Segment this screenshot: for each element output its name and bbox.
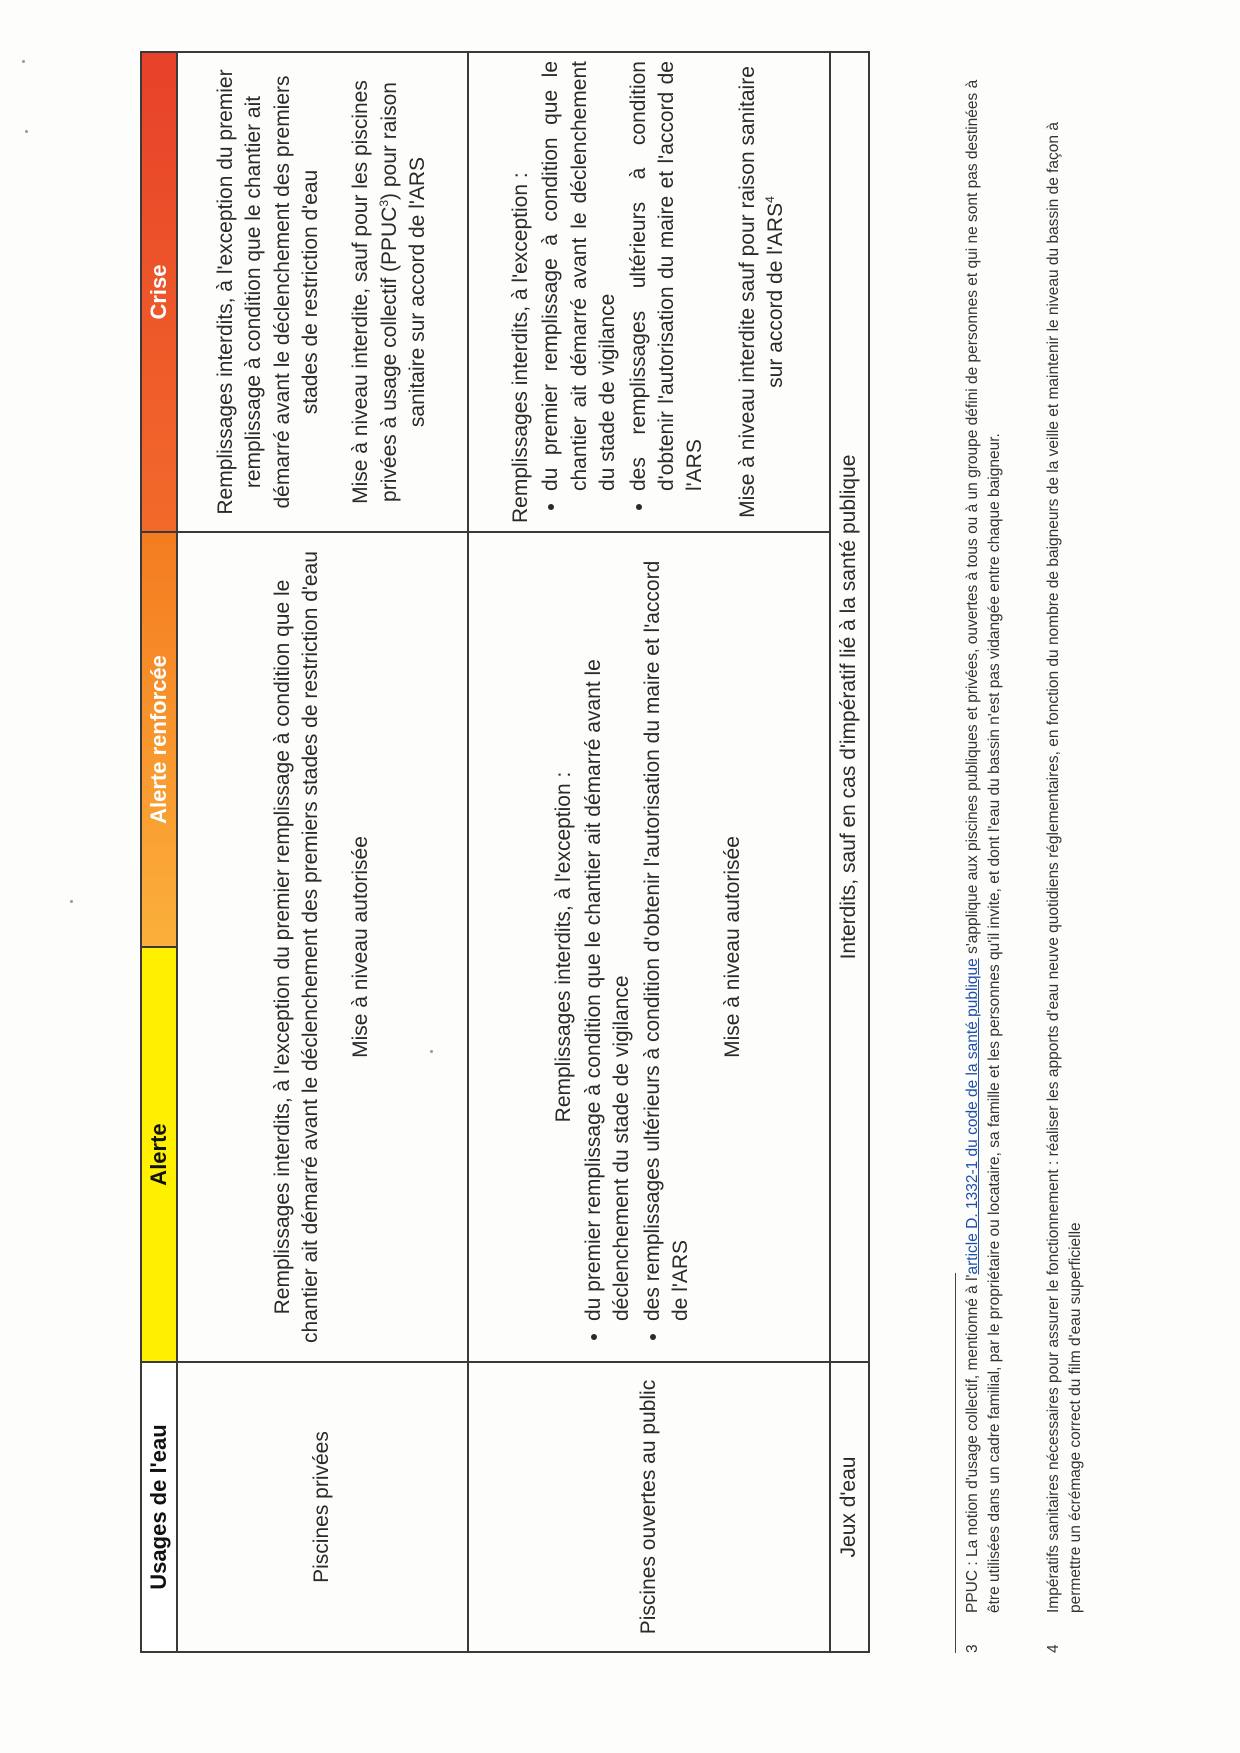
row-piscines-privees (177, 52, 468, 1652)
header-alerte-renforcee: Alerte renforcée (141, 532, 177, 947)
publiques-intro: Remplissages interdits, à l'exception : (551, 771, 575, 1123)
cell-publiques-alerte (468, 532, 830, 1362)
code-sante-publique-link[interactable]: article D. 1332-1 du code de la santé publique (964, 958, 981, 1275)
row-jeux-eau (830, 52, 869, 1652)
publiques-crise-list (537, 61, 709, 523)
cell-publiques-crise (468, 52, 830, 532)
privees-crise-niveau-post: ) pour raison sanitaire sur accord de l'ARS (377, 82, 429, 428)
cell-privees-crise (177, 52, 468, 532)
usage-jeux-eau: Jeux d'eau (830, 1362, 869, 1652)
scan-speck (25, 130, 28, 133)
header-row (141, 52, 177, 1652)
footnote-ref-4[interactable]: 4 (762, 196, 777, 203)
header-crise: Crise (141, 52, 177, 532)
row-piscines-publiques (468, 52, 830, 1652)
publiques-exception-1: • du premier remplissage à condition que le chantier ait démarré avant le déclenchement du stade de vigilance (580, 541, 637, 1321)
footnote-4-text: Impératifs sanitaires nécessaires pour assurer le fonctionnement : réaliser les apports d'eau neuve quotidiens réglementaires, en fonction du nombre de baigneurs de la veille et maintenir le niveau du bassin de façon à permettre un écrémage correct du film d'eau superficielle (1045, 122, 1084, 1613)
publiques-niveau: Mise à niveau autorisée (721, 836, 745, 1058)
publiques-exception-2: • des remplissages ultérieurs à condition d'obtenir l'autorisation du maire et l'accord de l'ARS (639, 541, 696, 1321)
usage-piscines-publiques: Piscines ouvertes au public (468, 1362, 830, 1652)
privees-crise-niveau-pre: Mise à niveau interdite, sauf pour les piscines privées à usage collectif (PPUC (349, 80, 401, 504)
privees-crise-remplissage: Remplissages interdits, à l'exception du premier remplissage à condition que le chantier ait démarré avant le déclenchement des premiers stades de restriction d'eau (213, 69, 322, 515)
footnote-3-number: 3 (964, 1644, 981, 1653)
publiques-exceptions-list (580, 541, 695, 1353)
footnote-3-text (962, 53, 1005, 1613)
footnote-3-pre: PPUC : La notion d'usage collectif, mentionné à l' (964, 1274, 981, 1613)
privees-niveau-text: Mise à niveau autorisée (349, 836, 373, 1058)
scan-speck (22, 60, 25, 63)
publiques-crise-exception-1: • du premier remplissage à condition que le chantier ait démarré avant le déclenchement du stade de vigilance (537, 61, 622, 491)
cell-jeux-eau-rule: Interdits, sauf en cas d'impératif lié à la santé publique (830, 52, 869, 1362)
header-usages: Usages de l'eau (141, 1362, 177, 1652)
footnote-separator (955, 1273, 956, 1653)
privees-remplissage-text: Remplissages interdits, à l'exception du premier remplissage à condition que le chantier ait démarré avant le déclenchement des premiers stades de restriction d'eau (270, 551, 322, 1343)
scan-speck (70, 900, 73, 903)
footnote-4-number: 4 (1045, 1644, 1062, 1653)
usage-piscines-privees: Piscines privées (177, 1362, 468, 1652)
footnote-ref-3[interactable]: 3 (376, 199, 391, 207)
scan-speck (430, 1050, 433, 1053)
header-alerte: Alerte (141, 947, 177, 1362)
cell-privees-alerte (177, 532, 468, 1362)
publiques-crise-intro: Remplissages interdits, à l'exception : (509, 172, 533, 523)
publiques-crise-exception-2: • des remplissages ultérieurs à condition d'obtenir l'autorisation du maire et l'accord de l'ARS (625, 61, 710, 491)
footnote-3 (962, 53, 1005, 1653)
restriction-table (140, 51, 870, 1653)
footnote-3-post: s'applique aux piscines publiques et privées, ouvertes à tous ou à un groupe défini de personnes et qui ne sont pas destinées à être utilisées dans un cadre familial, par le propriétaire ou locataire, sa famille et les personnes qu'il invite, et dont l'eau du bassin n'est pas vidangée entre chaque baigneur. (964, 79, 1003, 1613)
publiques-crise-niveau (734, 61, 791, 523)
publiques-crise-niveau-text: Mise à niveau interdite sauf pour raison sanitaire sur accord de l'ARS (735, 66, 787, 518)
footnote-4 (1043, 53, 1086, 1653)
privees-crise-niveau (347, 61, 432, 523)
